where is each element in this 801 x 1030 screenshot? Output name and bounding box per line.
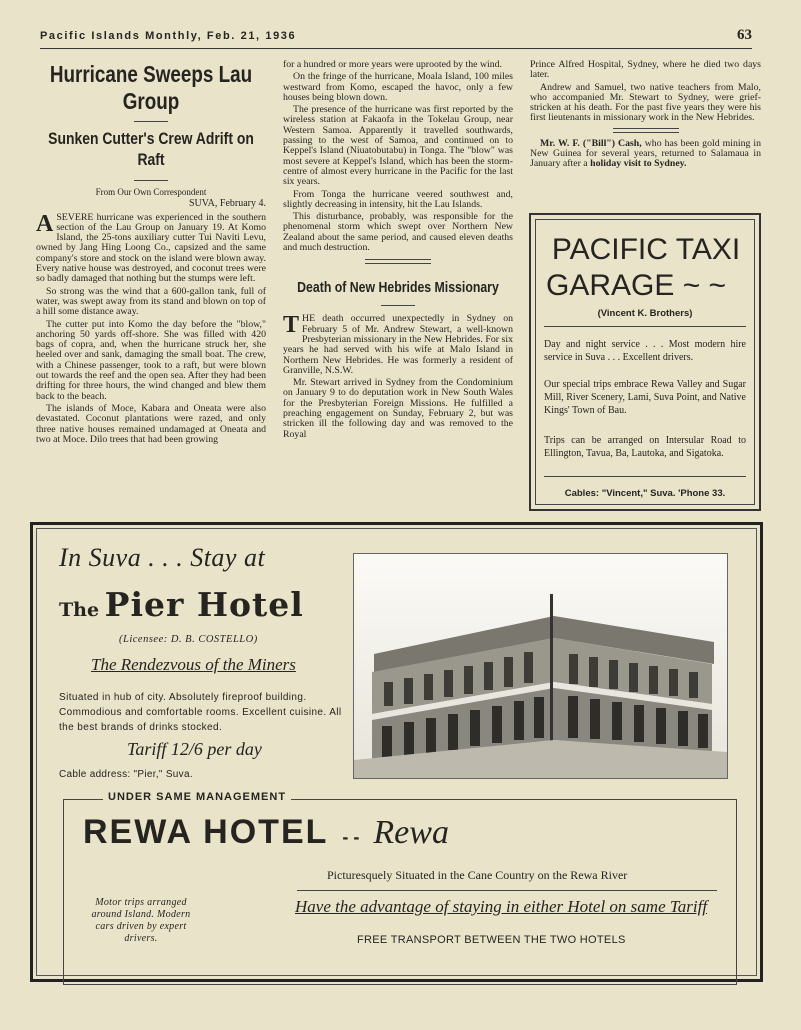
- paragraph: ASEVERE hurricane was experienced in the southern section of the Lau Group on January 19. At Komo Island, the 25-tons auxiliary cutter Tui Naviti Levu, owned by Jang Hing Loong Co., capsized and the same company's store and stock on the island were blown away. Every native house was destroyed, and coconut trees were so badly damaged that nothing but the stumps were left.: [36, 210, 266, 285]
- paragraph: The islands of Moce, Kabara and Oneata were also devastated. Coconut plantations were razed, and only three native houses remained undamaged at Oneata and two at Moce. Dilo trees that had been growing: [36, 402, 266, 445]
- paragraph: From Tonga the hurricane veered southwest and, slightly decreasing in intensity, hit the Lau Islands.: [283, 188, 513, 210]
- column-1: [36, 58, 266, 447]
- rewa-advantage: Have the advantage of staying in either Hotel on same Tariff: [295, 897, 708, 916]
- pier-rendezvous: The Rendezvous of the Miners: [91, 655, 296, 674]
- rewa-hotel-heading: [83, 813, 449, 852]
- taxi-owners: (Vincent K. Brothers): [597, 308, 693, 319]
- taxi-advertisement: [529, 213, 761, 511]
- drop-cap: A: [36, 210, 54, 237]
- taxi-ad-inner-frame: [535, 219, 755, 505]
- page-number: 63: [737, 27, 752, 43]
- cash-end: holiday visit to Sydney.: [590, 158, 687, 170]
- rewa-motor-trips: Motor trips arranged around Island. Modern cars driven by expert drivers.: [91, 897, 191, 944]
- missionary-title: Death of New Hebrides Missionary: [297, 279, 499, 297]
- pier-the: The: [59, 599, 100, 621]
- rewa-transport: FREE TRANSPORT BETWEEN THE TWO HOTELS: [357, 934, 626, 946]
- rewa-situated: Picturesquely Situated in the Cane Country on the Rewa River: [327, 868, 628, 882]
- article-title: Hurricane Sweeps Lau Group: [49, 61, 253, 114]
- pier-tariff: Tariff 12/6 per day: [127, 739, 262, 759]
- byline: From Our Own Correspondent: [95, 187, 207, 197]
- paragraph: This disturbance, probably, was responsible for the phenomenal storm which swept over Northern New Zealand about the same period, and caused eleven deaths and much destruction.: [283, 211, 513, 254]
- hotel-ad-inner-frame: [36, 528, 757, 976]
- rewa-dashes: - -: [342, 827, 360, 847]
- paragraph: Andrew and Samuel, two native teachers from Malo, who accompanied Mr. Stewart to Sydney, were grief-stricken at his death. For the past five years they were his first lieutenants in missionary work in the New Hebrides.: [530, 81, 761, 124]
- title-rule: [134, 121, 168, 122]
- rewa-script: Rewa: [373, 814, 449, 851]
- section-divider: [365, 259, 431, 264]
- pier-tagline: In Suva . . . Stay at: [59, 543, 266, 572]
- pier-description: Situated in hub of city. Absolutely fireproof building. Commodious and comfortable rooms. Excellent cuisine. All the best brands of drinks stocked.: [59, 692, 342, 733]
- taxi-trips: Our special trips embrace Rewa Valley and Sugar Mill, River Scenery, Lami, Suva Point, and Native Kings' Town of Bau.: [544, 379, 746, 416]
- subtitle-rule: [134, 180, 168, 181]
- paragraph: THE death occurred unexpectedly in Sydney on February 5 of Mr. Andrew Stewart, a well-known Presbyterian missionary in the New Hebrides. For six years he had served with his wife at Malo Island in Northern New Hebrides. He was formerly a resident of Granville, N.S.W.: [283, 312, 513, 376]
- rewa-hotel-name: REWA HOTEL: [83, 813, 329, 851]
- column-2: [283, 60, 513, 442]
- hotel-building-illustration: [354, 554, 727, 778]
- rewa-situated-rule: [297, 890, 717, 891]
- taxi-title-line1: PACIFIC TAXI: [551, 233, 741, 266]
- running-title: Pacific Islands Monthly, Feb. 21, 1936: [40, 30, 297, 42]
- under-same-management: UNDER SAME MANAGEMENT: [103, 791, 291, 803]
- section-divider: [613, 128, 679, 133]
- paragraph: for a hundred or more years were uprooted by the wind.: [283, 59, 502, 70]
- taxi-rule: [544, 326, 746, 327]
- taxi-cables: Cables: "Vincent," Suva. 'Phone 33.: [564, 488, 726, 499]
- pier-name: Pier Hotel: [104, 585, 304, 624]
- pier-hotel-photo: [353, 553, 728, 779]
- cash-name: Mr. W. F. ("Bill") Cash,: [540, 137, 642, 149]
- paragraph: The presence of the hurricane was first reported by the wireless station at Fakaofa in the Tokelau Group, near Western Samoa. Apparently it travelled southwards, passing to the west of Samoa, and continued on to Keppel's Island (Niuatobutabu) in Tonga. The "blow" was most severe at Keppel's Island, which has been the storm-centre of almost every hurricane in the Pacific for the last six years.: [283, 104, 513, 188]
- article-subtitle: Sunken Cutter's Crew Adrift on Raft: [48, 129, 254, 169]
- paragraph: Mr. Stewart arrived in Sydney from the Condominium on January 9 to do deputation work in New South Wales for the Presbyterian Foreign Missions. He fulfilled a preaching engagement on Sunday, February 2, but was stricken ill the following day and was removed to the Royal: [283, 377, 513, 440]
- pier-cable: Cable address: "Pier," Suva.: [59, 769, 193, 780]
- header-rule: [40, 48, 752, 49]
- pier-licensee: (Licensee: D. B. COSTELLO): [119, 634, 258, 645]
- pier-hotel-name: [59, 585, 304, 624]
- column-3: [530, 60, 761, 172]
- taxi-rule-bottom: [544, 476, 746, 477]
- taxi-intersular: Trips can be arranged on Intersular Road to Ellington, Tavua, Ba, Lautoka, and Sigatoka.: [544, 435, 746, 459]
- drop-cap: T: [283, 312, 300, 339]
- cash-note: [530, 139, 761, 170]
- paragraph: Prince Alfred Hospital, Sydney, where he died two days later.: [530, 59, 761, 81]
- taxi-service: Day and night service . . . Most modern hire service in Suva . . . Excellent drivers.: [544, 339, 746, 363]
- hotel-advertisement: [30, 522, 763, 982]
- taxi-title-line2: GARAGE ~ ~: [546, 269, 727, 302]
- paragraph: The cutter put into Komo the day before the "blow," anchoring 50 yards off-shore. She was filled with 420 bags of copra, and, when the hurricane struck her, she heeled over and sank, damaging the small boat. The crew, with a Chinese passenger, took to a raft, but were blown out towards the reef and the open sea. After they had been drifting for three hours, the wind changed and blew them back to the beach.: [36, 318, 266, 402]
- paragraph: On the fringe of the hurricane, Moala Island, 100 miles westward from Komo, escaped the havoc, only a few houses being blown down.: [283, 71, 513, 103]
- cash-text: who has been gold mining in New Guinea for several years, returned to Salamaua in January after a: [530, 137, 762, 170]
- dateline: SUVA, February 4.: [188, 198, 266, 210]
- missionary-title-rule: [381, 305, 415, 306]
- running-header: [40, 27, 752, 50]
- paragraph: So strong was the wind that a 600-gallon tank, full of water, was swept away from its stand and blown on top of a hill some distance away.: [36, 285, 266, 318]
